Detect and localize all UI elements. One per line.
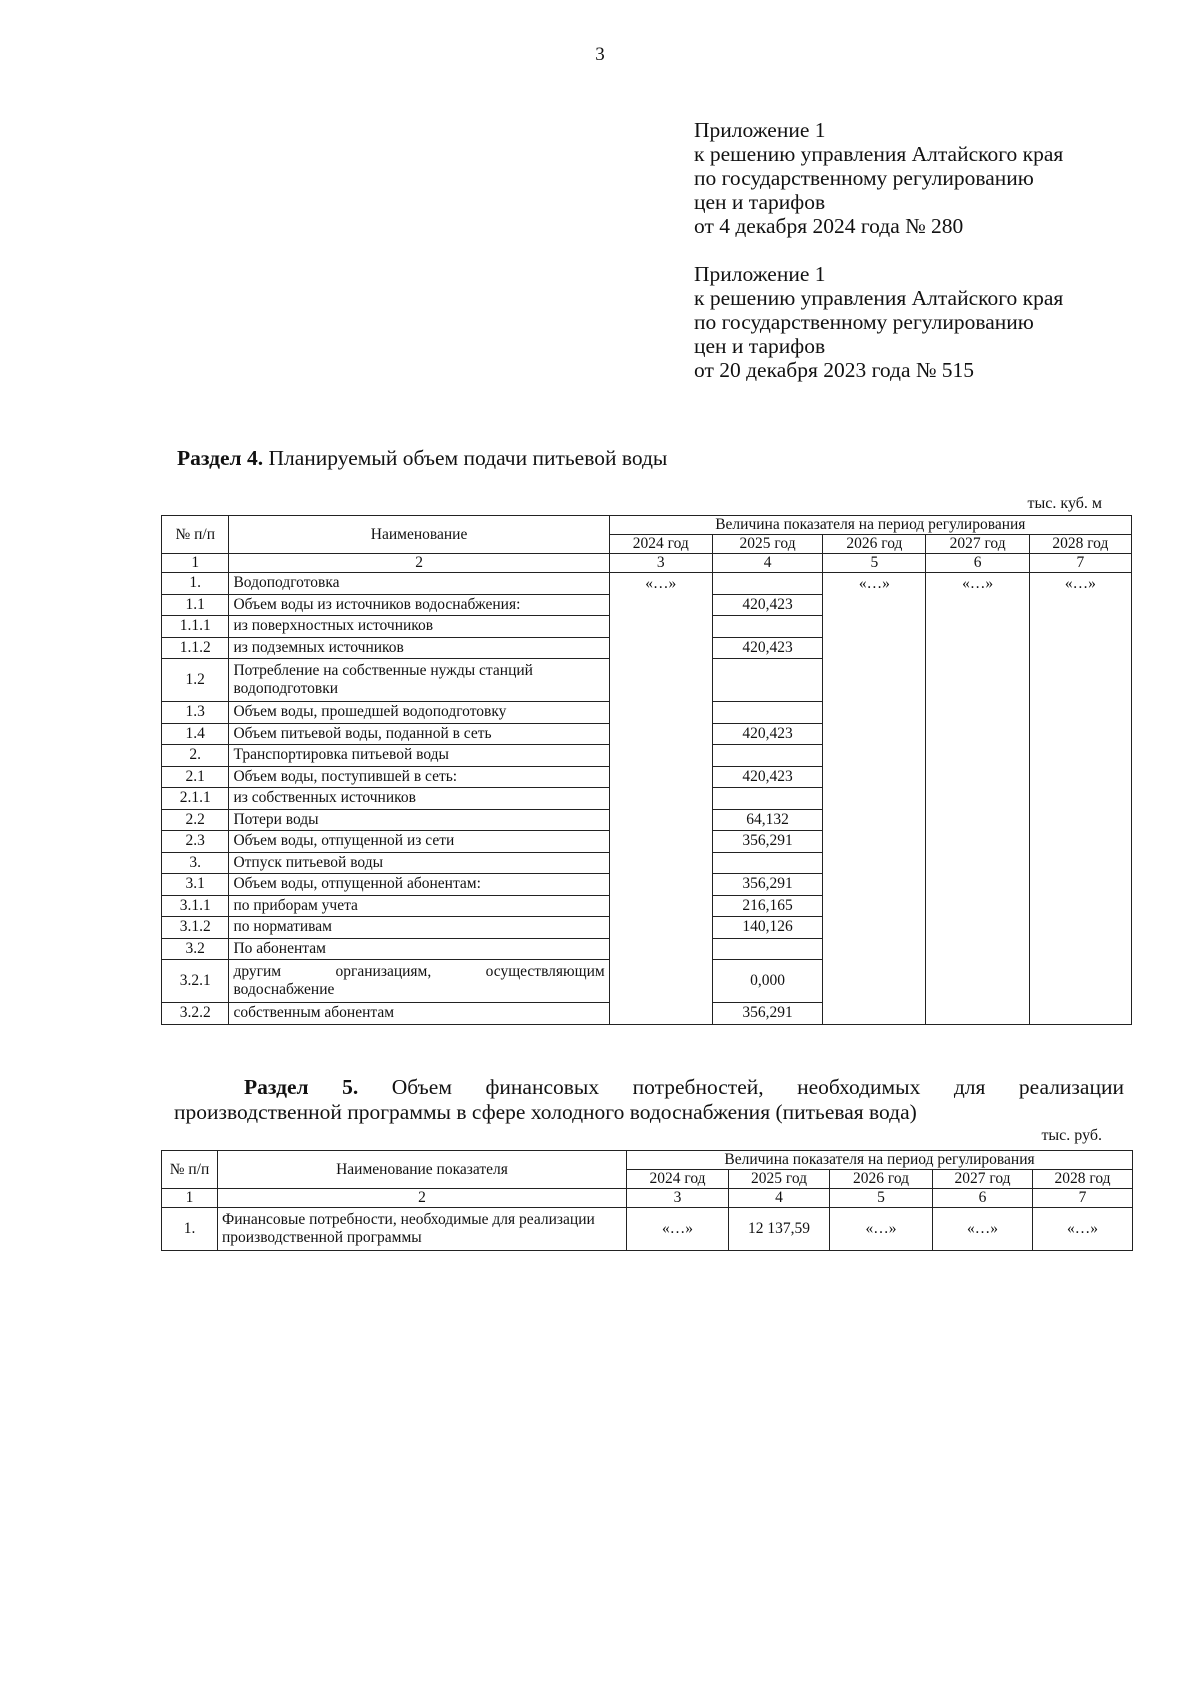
- row-num: 1.2: [162, 659, 229, 702]
- header-index: 6: [933, 1189, 1033, 1208]
- header-index-row: [162, 554, 1132, 573]
- row-name: Объем воды, прошедшей водоподготовку: [229, 702, 609, 724]
- row-name: По абонентам: [229, 938, 609, 960]
- row-name: по нормативам: [229, 917, 609, 939]
- header-index: 4: [729, 1189, 830, 1208]
- section5-table: [161, 1150, 1133, 1251]
- value-2025: 0,000: [712, 960, 822, 1003]
- row-name: Потери воды: [229, 809, 609, 831]
- header-year: 2024 год: [627, 1170, 729, 1189]
- header-index: 2: [218, 1189, 627, 1208]
- table-row: [162, 745, 1132, 767]
- header-year: 2028 год: [1029, 535, 1131, 554]
- table-row: [162, 702, 1132, 724]
- appendix-line: по государственному регулированию: [694, 166, 1034, 190]
- row-num: 2.: [162, 745, 229, 767]
- value-2026: «…»: [830, 1208, 933, 1251]
- row-name: из подземных источников: [229, 637, 609, 659]
- value-2027: «…»: [933, 1208, 1033, 1251]
- appendix-line: Приложение 1: [694, 118, 826, 142]
- row-num: 2.1: [162, 766, 229, 788]
- section5-units: тыс. руб.: [1041, 1127, 1102, 1144]
- row-num: 1.1.2: [162, 637, 229, 659]
- value-2028: «…»: [1029, 573, 1131, 595]
- row-num: 3.1.2: [162, 917, 229, 939]
- section4-label: Раздел 4.: [177, 446, 264, 470]
- value-2025: 356,291: [712, 831, 822, 853]
- table-row: [162, 616, 1132, 638]
- header-period: Величина показателя на период регулирования: [627, 1151, 1133, 1170]
- table-row: [162, 874, 1132, 896]
- row-name: Объем питьевой воды, поданной в сеть: [229, 723, 609, 745]
- value-2026: «…»: [823, 573, 926, 595]
- row-name: из собственных источников: [229, 788, 609, 810]
- table-row: [162, 788, 1132, 810]
- row-num: 2.2: [162, 809, 229, 831]
- appendix-line: по государственному регулированию: [694, 310, 1034, 334]
- value-2025: [712, 573, 822, 595]
- row-name: из поверхностных источников: [229, 616, 609, 638]
- table-row: [162, 895, 1132, 917]
- row-num: 1.1.1: [162, 616, 229, 638]
- section5-title-line1: Объем финансовых потребностей, необходимых для реализации: [358, 1075, 1124, 1099]
- row-name: собственным абонентам: [229, 1003, 609, 1025]
- header-index: 7: [1033, 1189, 1133, 1208]
- value-2025: 420,423: [712, 637, 822, 659]
- value-2025: 356,291: [712, 1003, 822, 1025]
- appendix-line: от 20 декабря 2023 года № 515: [694, 358, 974, 382]
- appendix-block-current: [694, 118, 1063, 238]
- table-row: [162, 659, 1132, 702]
- value-2027: «…»: [926, 573, 1029, 595]
- row-num: 3.1: [162, 874, 229, 896]
- header-index: 5: [830, 1189, 933, 1208]
- header-year: 2024 год: [609, 535, 712, 554]
- header-index: 1: [162, 554, 229, 573]
- header-year: 2028 год: [1033, 1170, 1133, 1189]
- section4-units: тыс. куб. м: [1027, 495, 1102, 512]
- header-index: 7: [1029, 554, 1131, 573]
- value-2025: [712, 938, 822, 960]
- row-num: 2.1.1: [162, 788, 229, 810]
- value-2025: 12 137,59: [729, 1208, 830, 1251]
- row-num: 3.2.2: [162, 1003, 229, 1025]
- header-index: 5: [823, 554, 926, 573]
- header-year: 2027 год: [926, 535, 1029, 554]
- row-num: 1.1: [162, 594, 229, 616]
- row-name: Отпуск питьевой воды: [229, 852, 609, 874]
- value-2025: 140,126: [712, 917, 822, 939]
- table-row: [162, 637, 1132, 659]
- row-num: 3.2: [162, 938, 229, 960]
- table-row: [162, 960, 1132, 1003]
- header-index: 2: [229, 554, 609, 573]
- row-name: Объем воды, отпущенной абонентам:: [229, 874, 609, 896]
- header-num: № п/п: [162, 516, 229, 554]
- row-name: Объем воды из источников водоснабжения:: [229, 594, 609, 616]
- row-num: 1.3: [162, 702, 229, 724]
- header-index: 3: [627, 1189, 729, 1208]
- header-year: 2025 год: [712, 535, 822, 554]
- value-2025: 420,423: [712, 766, 822, 788]
- table-row: [162, 573, 1132, 595]
- value-2024: «…»: [627, 1208, 729, 1251]
- section5-title-line2: производственной программы в сфере холодного водоснабжения (питьевая вода): [174, 1100, 917, 1124]
- value-2025: [712, 702, 822, 724]
- table-row: [162, 723, 1132, 745]
- header-index: 4: [712, 554, 822, 573]
- value-2025: 64,132: [712, 809, 822, 831]
- row-name: другим организациям, осуществляющим водоснабжение: [229, 960, 609, 1003]
- value-2025: [712, 659, 822, 702]
- header-name: Наименование показателя: [218, 1151, 627, 1189]
- value-2028: «…»: [1033, 1208, 1133, 1251]
- header-year: 2026 год: [823, 535, 926, 554]
- row-num: 1.: [162, 573, 229, 595]
- appendix-line: цен и тарифов: [694, 334, 826, 358]
- value-2025: [712, 788, 822, 810]
- table-row: [162, 831, 1132, 853]
- row-num: 3.1.1: [162, 895, 229, 917]
- table-row: [162, 917, 1132, 939]
- row-name: Объем воды, отпущенной из сети: [229, 831, 609, 853]
- header-period: Величина показателя на период регулирования: [609, 516, 1131, 535]
- value-2025: [712, 616, 822, 638]
- row-name: Водоподготовка: [229, 573, 609, 595]
- value-2024: «…»: [609, 573, 712, 595]
- header-name: Наименование: [229, 516, 609, 554]
- section5-title: [174, 1075, 1124, 1125]
- table-row: [162, 852, 1132, 874]
- header-year: 2026 год: [830, 1170, 933, 1189]
- page-number: 3: [595, 44, 605, 65]
- row-num: 1.: [162, 1208, 218, 1251]
- section4-table: [161, 515, 1132, 1025]
- appendix-line: от 4 декабря 2024 года № 280: [694, 214, 964, 238]
- section5-label: Раздел 5.: [244, 1075, 359, 1099]
- value-2025: 420,423: [712, 723, 822, 745]
- row-num: 2.3: [162, 831, 229, 853]
- row-name: Финансовые потребности, необходимые для реализации производственной программы: [218, 1208, 627, 1251]
- value-2025: [712, 852, 822, 874]
- header-num: № п/п: [162, 1151, 218, 1189]
- table-row: [162, 938, 1132, 960]
- row-name: по приборам учета: [229, 895, 609, 917]
- appendix-line: к решению управления Алтайского края: [694, 142, 1064, 166]
- row-name: Объем воды, поступившей в сеть:: [229, 766, 609, 788]
- table-row: [162, 766, 1132, 788]
- value-2025: 356,291: [712, 874, 822, 896]
- header-index: 6: [926, 554, 1029, 573]
- row-num: 3.: [162, 852, 229, 874]
- appendix-line: к решению управления Алтайского края: [694, 286, 1064, 310]
- header-index-row: [162, 1189, 1133, 1208]
- value-2025: 420,423: [712, 594, 822, 616]
- appendix-block-previous: [694, 262, 1063, 382]
- table-row: [162, 1003, 1132, 1025]
- header-year: 2027 год: [933, 1170, 1033, 1189]
- appendix-line: Приложение 1: [694, 262, 826, 286]
- table-row: [162, 809, 1132, 831]
- table-row: [162, 1208, 1133, 1251]
- section4-title-text: Планируемый объем подачи питьевой воды: [263, 446, 668, 470]
- header-index: 1: [162, 1189, 218, 1208]
- row-name: Транспортировка питьевой воды: [229, 745, 609, 767]
- value-2025: [712, 745, 822, 767]
- header-index: 3: [609, 554, 712, 573]
- row-num: 1.4: [162, 723, 229, 745]
- row-name: Потребление на собственные нужды станций водоподготовки: [229, 659, 609, 702]
- section4-title: [177, 446, 667, 471]
- appendix-line: цен и тарифов: [694, 190, 826, 214]
- table-row: [162, 594, 1132, 616]
- row-num: 3.2.1: [162, 960, 229, 1003]
- value-2025: 216,165: [712, 895, 822, 917]
- header-year: 2025 год: [729, 1170, 830, 1189]
